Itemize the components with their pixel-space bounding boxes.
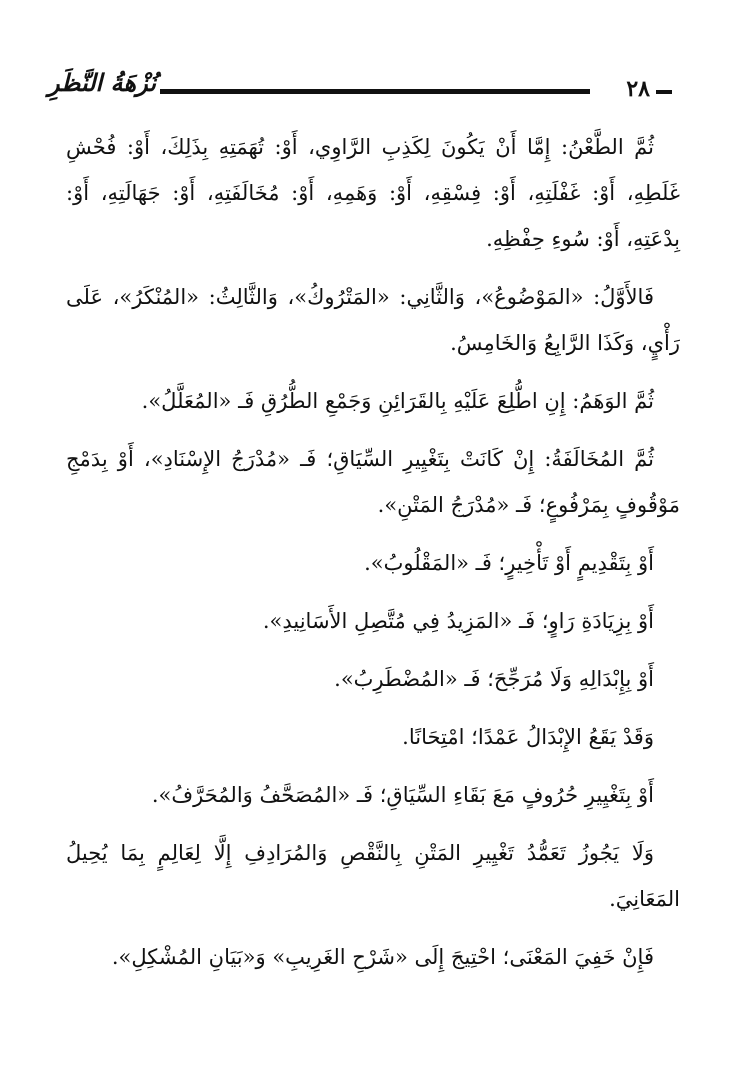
page-header: [48, 66, 680, 116]
page-body: [66, 124, 680, 992]
paragraph-taghyir: وَلَا يَجُوزُ تَعَمُّدُ تَغْيِيرِ المَتْنِ بِالنَّقْصِ وَالمُرَادِفِ إِلَّا لِعَالِمٍ بِمَا يُحِيلُ المَعَانِيَ.: [66, 841, 680, 911]
book-title-logo: نُزْهَةُ النَّظَرِ: [48, 68, 156, 97]
paragraph-gharib: فَإِنْ خَفِيَ المَعْنَى؛ احْتِيجَ إِلَى «شَرْحِ الغَرِيبِ» وَ«بَيَانِ المُشْكِلِ».: [111, 945, 654, 969]
paragraph-mudtarib: أَوْ بِإِبْدَالِهِ وَلَا مُرَجِّحَ؛ فَـ «المُضْطَرِبُ».: [334, 667, 654, 691]
paragraph-mazid: أَوْ بِزِيَادَةِ رَاوٍ؛ فَـ «المَزِيدُ فِي مُتَّصِلِ الأَسَانِيدِ».: [262, 609, 654, 633]
page-number: ٢٨: [626, 76, 650, 102]
paragraph-musahhaf: أَوْ بِتَغْيِيرِ حُرُوفٍ مَعَ بَقَاءِ السِّيَاقِ؛ فَـ «المُصَحَّفُ وَالمُحَرَّفُ».: [151, 783, 654, 807]
paragraph-maqlub: أَوْ بِتَقْدِيمٍ أَوْ تَأْخِيرٍ؛ فَـ «المَقْلُوبُ».: [364, 551, 654, 575]
page-number-dash: [656, 90, 672, 94]
paragraph-mukhalafa: ثُمَّ المُخَالَفَةُ: إِنْ كَانَتْ بِتَغْيِيرِ السِّيَاقِ؛ فَـ «مُدْرَجُ الإِسْنَادِ»، أَوْ بِدَمْجِ مَوْقُوفٍ بِمَرْفُوعٍ؛ فَـ «مُدْرَجُ المَتْنِ».: [66, 447, 680, 517]
header-rule: [160, 89, 590, 94]
paragraph-wahm: ثُمَّ الوَهَمُ: إِنِ اطُّلِعَ عَلَيْهِ بِالقَرَائِنِ وَجَمْعِ الطُّرُقِ فَـ «المُعَلَّلُ».: [141, 389, 654, 413]
paragraph-ta'n: ثُمَّ الطَّعْنُ: إِمَّا أَنْ يَكُونَ لِكَذِبِ الرَّاوِي، أَوْ: تُهَمَتِهِ بِذَلِكَ، أَوْ: فُحْشِ غَلَطِهِ، أَوْ: غَفْلَتِهِ، أَوْ: فِسْقِهِ، أَوْ: وَهَمِهِ، أَوْ: مُخَالَفَتِهِ، أَوْ: جَهَالَتِهِ، أَوْ: بِدْعَتِهِ، أَوْ: سُوءِ حِفْظِهِ.: [66, 135, 680, 251]
paragraph-first: فَالأَوَّلُ: «المَوْضُوعُ»، وَالثَّانِي: «المَتْرُوكُ»، وَالثَّالِثُ: «المُنْكَرُ»، عَلَى رَأْيٍ، وَكَذَا الرَّابِعُ وَالخَامِسُ.: [66, 285, 680, 355]
paragraph-ibdal: وَقَدْ يَقَعُ الإِبْدَالُ عَمْدًا؛ امْتِحَانًا.: [402, 725, 654, 749]
